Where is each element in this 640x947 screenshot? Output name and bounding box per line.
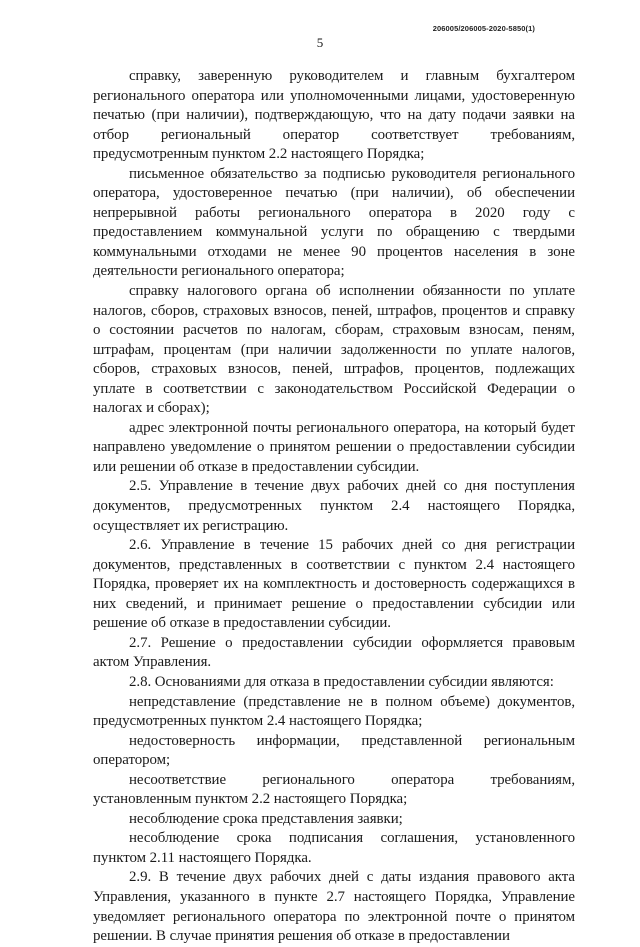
document-body bbox=[93, 67, 575, 947]
paragraph-tax-certificate: справку налогового органа об исполнении обязанности по уплате налогов, сборов, страховых взносов, пеней, штрафов, процентов и справку о состоянии расчетов по налогам, сборам, страховым взносам, пеням, штрафам, процентам (при наличии задолженности по уплате налогов, сборов, страховых взносов, пеней, штрафов, процентов, подлежащих уплате в соответствии с законодательством Российской Федерации о налогах и сборах); bbox=[93, 283, 575, 417]
paragraph-2-8: 2.8. Основаниями для отказа в предоставлении субсидии являются: bbox=[129, 673, 554, 690]
page-number: 5 bbox=[316, 35, 324, 50]
paragraph-refusal-documents: непредставление (представление не в полном объеме) документов, предусмотренных пунктом 2.4 настоящего Порядка; bbox=[93, 693, 575, 730]
paragraph-refusal-requirements: несоответствие регионального оператора требованиям, установленным пунктом 2.2 настоящего Порядка; bbox=[93, 771, 575, 808]
paragraph-refusal-information: недостоверность информации, представленной региональным оператором; bbox=[93, 732, 575, 769]
paragraph-2-5: 2.5. Управление в течение двух рабочих дней со дня поступления документов, предусмотренных пунктом 2.4 настоящего Порядка, осуществляет их регистрацию. bbox=[93, 478, 575, 534]
paragraph-2-6: 2.6. Управление в течение 15 рабочих дней со дня регистрации документов, представленных в соответствии с пунктом 2.4 настоящего Порядка, проверяет их на комплектность и достоверность содержащихся в них сведений, и принимает решение о предоставлении субсидии или решение об отказе в предоставлении субсидии. bbox=[93, 537, 575, 632]
paragraph-refusal-deadline: несоблюдение срока представления заявки; bbox=[129, 810, 403, 827]
paragraph-2-7: 2.7. Решение о предоставлении субсидии оформляется правовым актом Управления. bbox=[93, 634, 575, 671]
paragraph-email-address: адрес электронной почты регионального оператора, на который будет направлено уведомление о принятом решении о предоставлении субсидии или решении об отказе в предоставлении субсидии. bbox=[93, 419, 575, 475]
paragraph-certificate-operator: справку, заверенную руководителем и главным бухгалтером регионального оператора или уполномоченными лицами, удостоверенную печатью (при наличии), подтверждающую, что на дату подачи заявки на отбор региональный оператор соответствует требованиям, предусмотренным пунктом 2.2 настоящего Порядка; bbox=[93, 68, 575, 163]
paragraph-2-9: 2.9. В течение двух рабочих дней с даты издания правового акта Управления, указанного в пункте 2.7 настоящего Порядка, Управление уведомляет регионального оператора по электронной почте о принятом решении. В случае принятия решения об отказе в предоставлении bbox=[93, 869, 575, 945]
document-id: 206005/206005-2020-5850(1) bbox=[432, 24, 535, 33]
paragraph-written-obligation: письменное обязательство за подписью руководителя регионального оператора, удостоверенное печатью (при наличии), об обеспечении непрерывной работы регионального оператора в 2020 году с предоставлением коммунальной услуги по обращению с твердыми коммунальными отходами не менее 90 процентов населения в зоне деятельности регионального оператора; bbox=[93, 165, 575, 280]
paragraph-refusal-agreement: несоблюдение срока подписания соглашения, установленного пунктом 2.11 настоящего Порядка. bbox=[93, 830, 575, 866]
